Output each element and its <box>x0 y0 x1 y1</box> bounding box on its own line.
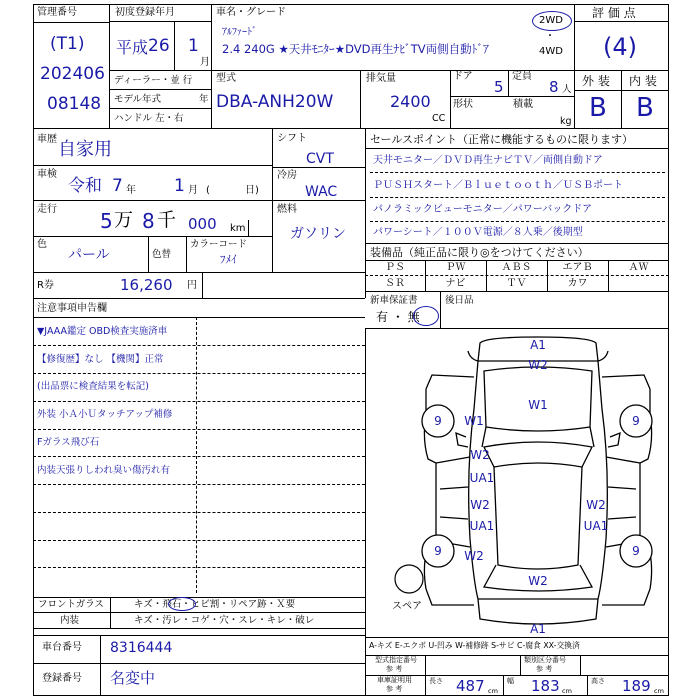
reg-value: 名変中 <box>110 669 156 687</box>
other-label: 後日品 <box>445 295 474 306</box>
divider <box>621 70 622 128</box>
selling-point-3: パノラミックビューモニター／パワーバックドア <box>373 204 592 215</box>
front-glass-value: キズ・飛石・ヒビ割・リペア跡・Ｘ要 <box>134 599 296 610</box>
color-code-label: カラーコード <box>190 239 248 250</box>
mileage-sen: 千 <box>157 209 177 231</box>
equip-aw: ＡＷ <box>628 262 649 273</box>
shape-label: 形状 <box>453 99 473 110</box>
divider <box>370 197 665 198</box>
equip-sr: ＳＲ <box>385 278 405 289</box>
notes-title: 注意事項申告欄 <box>37 303 107 314</box>
mark-door-rl2: UA1 <box>469 519 495 533</box>
rating-value: (4) <box>603 33 637 61</box>
divider <box>148 236 149 272</box>
divider <box>109 89 211 90</box>
inspection-era: 令和 <box>68 176 102 196</box>
divider <box>110 597 111 628</box>
divider <box>109 21 211 22</box>
divider <box>360 70 361 128</box>
r-ticket-value: 16,260 <box>120 276 173 294</box>
category-label: 類別区分番号 <box>524 656 566 664</box>
mark-tire-rr: 9 <box>632 544 640 558</box>
type-cert-label: 型式指定番号 <box>375 656 417 664</box>
mileage-label: 走行 <box>37 204 57 215</box>
divider <box>33 612 365 613</box>
mark-rear-w: W2 <box>528 574 548 588</box>
divider <box>365 275 669 276</box>
divider <box>33 663 365 664</box>
mark-tire-rl: 9 <box>434 544 442 558</box>
length-label: 長さ <box>429 677 443 685</box>
color-value: パール <box>68 247 110 263</box>
repaint-label: 色替 <box>152 249 172 260</box>
front-glass-label: フロントガラス <box>38 599 104 610</box>
model-year-label: モデル年式 <box>114 94 162 105</box>
note-line-3: (出品票に検査結果を転記) <box>37 381 149 392</box>
equip-pw: ＰＷ <box>445 262 466 273</box>
mark-door-rr2: UA1 <box>583 519 609 533</box>
divider <box>272 167 365 168</box>
divider <box>100 635 101 696</box>
height-value: 189 <box>622 677 651 695</box>
mark-tire-fr: 9 <box>632 414 640 428</box>
warranty-value: 有 ・ 無 <box>376 310 420 324</box>
mark-door-fl: W2 <box>470 448 490 462</box>
note-line-4: 外装 小Ａ小Ｕタッチアップ補修 <box>37 409 173 420</box>
divider <box>574 21 669 22</box>
mark-rear-fender-l: W2 <box>464 549 484 563</box>
divider <box>33 345 365 346</box>
divider <box>580 655 581 675</box>
selling-point-2: ＰＵＳＨスタート／Ｂｌｕｅｔｏｏｔｈ／ＵＳＢポート <box>373 180 623 191</box>
height-unit: cm <box>654 687 664 695</box>
equipment-title: 装備品（純正品に限り◎をつけてください） <box>370 246 589 259</box>
divider <box>33 401 365 402</box>
displacement-value: 2400 <box>390 92 431 111</box>
divider <box>365 637 669 638</box>
mileage-man: 万 <box>114 209 134 231</box>
divider <box>33 272 365 273</box>
front-glass-circle <box>168 597 196 611</box>
shift-value: CVT <box>306 151 334 167</box>
type-cert-sub: 参 考 <box>386 665 403 673</box>
divider <box>186 236 187 272</box>
divider <box>365 148 669 149</box>
exterior-label: 外 装 <box>582 74 610 88</box>
divider <box>33 628 365 629</box>
color-code-value: ﾌﾒｲ <box>220 253 237 266</box>
mark-fender-l: W1 <box>464 414 484 428</box>
divider <box>365 243 669 244</box>
divider <box>33 298 365 299</box>
capacity-unit: 人 <box>562 84 572 95</box>
dealer-label: ディーラー・並 行 <box>114 75 193 86</box>
divider <box>33 456 365 457</box>
divider <box>450 96 574 97</box>
divider <box>33 512 365 513</box>
mark-door-fl2: UA1 <box>469 471 495 485</box>
divider <box>365 291 669 292</box>
first-reg-month: 1 <box>188 36 199 56</box>
drive-dot: ・ <box>545 31 555 42</box>
mileage-unit: km <box>230 223 246 234</box>
divider <box>587 675 588 696</box>
interior-label: 内 装 <box>629 74 657 88</box>
divider <box>196 317 197 593</box>
interior-value: B <box>636 93 654 123</box>
divider <box>33 22 109 23</box>
divider <box>370 172 665 173</box>
divider <box>503 675 504 696</box>
length-value: 487 <box>456 677 485 695</box>
divider <box>33 165 272 166</box>
equip-ps: ＰＳ <box>385 262 405 273</box>
interior-value: キズ・汚レ・コゲ・穴・スレ・キレ・破レ <box>134 615 315 626</box>
displacement-label: 排気量 <box>366 73 396 84</box>
mark-tire-fl: 9 <box>434 414 442 428</box>
r-ticket-label: R券 <box>37 280 54 291</box>
divider <box>33 317 365 318</box>
equip-airbag: エアＢ <box>562 262 593 273</box>
model-name: ｱﾙﾌｧｰﾄﾞ <box>222 27 257 38</box>
divider <box>248 220 249 236</box>
spare-label: スペア <box>392 601 422 612</box>
mgmt-no-label: 管理番号 <box>37 7 77 18</box>
year-unit: 年 <box>126 185 136 196</box>
model-year-unit: 年 <box>199 94 209 105</box>
divider <box>174 22 175 70</box>
divider <box>109 4 110 128</box>
equip-tv: ＴＶ <box>506 278 527 289</box>
mgmt-code: (T1) <box>50 34 85 54</box>
load-unit: kg <box>560 116 572 127</box>
divider <box>425 655 426 696</box>
divider <box>109 70 669 71</box>
warranty-label: 新車保証書 <box>370 295 418 306</box>
handle-label: ハンドル 左・右 <box>114 113 184 124</box>
divider <box>33 373 365 374</box>
divider <box>202 272 203 298</box>
cert-label: 車庫証明用 <box>377 676 412 684</box>
doors-value: 5 <box>494 78 504 96</box>
ac-value: WAC <box>305 184 338 200</box>
model-name-label: 車名・グレード <box>216 7 286 18</box>
doors-label: ドア <box>453 71 473 82</box>
selling-point-4: パワーシート／１００Ｖ電源／８人乗／後期型 <box>373 227 583 238</box>
divider <box>33 597 365 598</box>
legend-text: A-キズ E-エクボ U-凹み W-補修跡 S-サビ C-腐食 XX-交換済 <box>369 641 580 650</box>
interior-label: 内装 <box>60 615 80 626</box>
inspection-label: 車検 <box>37 169 57 180</box>
first-reg-label: 初度登録年月 <box>115 7 175 18</box>
grade: 2.4 240G ★天井ﾓﾆﾀｰ★DVD再生ﾅﾋﾞTV両側自動ﾄﾞｱ <box>222 42 489 56</box>
divider <box>33 635 365 636</box>
equip-leather: カワ <box>567 278 588 289</box>
inspection-year: 7 <box>112 176 123 196</box>
mark-rear-bottom: A1 <box>530 622 546 635</box>
load-label: 積載 <box>513 99 533 110</box>
divider <box>33 429 365 430</box>
history-label: 車歴 <box>37 134 57 145</box>
width-unit: cm <box>562 687 572 695</box>
drive-4wd: 4WD <box>539 46 563 57</box>
cert-sub: 参 考 <box>386 685 403 693</box>
note-line-5: Fガラス飛び石 <box>37 437 100 448</box>
divider <box>272 200 365 201</box>
equip-abs: ＡＢＳ <box>501 262 532 273</box>
divider <box>33 128 669 129</box>
r-ticket-unit: 円 <box>187 280 197 291</box>
divider <box>33 484 365 485</box>
warranty-circle <box>413 306 439 326</box>
divider <box>450 70 451 128</box>
capacity-label: 定員 <box>512 71 532 82</box>
rating-label: 評 価 点 <box>592 6 636 20</box>
divider <box>33 236 272 237</box>
first-reg-era: 平成 <box>116 38 149 57</box>
color-label: 色 <box>37 239 47 250</box>
mark-door-rl: W2 <box>470 498 490 512</box>
divider <box>508 70 509 96</box>
divider <box>440 291 441 328</box>
divider <box>520 655 521 675</box>
type-value: DBA-ANH20W <box>216 92 334 112</box>
note-line-6: 内装天張りしわれ臭い傷汚れ有 <box>37 465 171 476</box>
divider <box>211 4 212 128</box>
chassis-label: 車台番号 <box>42 642 82 653</box>
selling-point-1: 天井モニター／ＤＶＤ再生ナビＴＶ／両側自動ドア <box>373 155 603 166</box>
exterior-value: B <box>589 93 607 123</box>
mark-door-rr: W2 <box>586 498 606 512</box>
shift-label: シフト <box>277 133 307 144</box>
history-value: 自家用 <box>58 139 112 160</box>
note-line-2: 【修復歴】なし 【機関】正常 <box>37 354 164 365</box>
chassis-value: 8316444 <box>110 640 173 656</box>
length-unit: cm <box>488 687 498 695</box>
equip-navi: ナビ <box>445 278 466 289</box>
height-label: 高さ <box>591 677 605 685</box>
car-outline <box>366 329 668 635</box>
divider <box>370 221 665 222</box>
mileage-digit2: 8 <box>142 209 155 233</box>
width-value: 183 <box>531 677 560 695</box>
mileage-rest: 000 <box>188 215 217 233</box>
ac-label: 冷房 <box>277 170 297 181</box>
divider <box>33 567 365 568</box>
fuel-label: 燃料 <box>277 204 297 215</box>
type-label: 型式 <box>216 73 236 84</box>
capacity-value: 8 <box>549 78 559 96</box>
day-close: 日) <box>245 185 259 196</box>
displacement-unit: CC <box>432 113 446 124</box>
width-label: 幅 <box>507 677 514 685</box>
day-open: ( <box>206 185 210 196</box>
reg-label: 登録番号 <box>42 673 82 684</box>
divider <box>109 108 211 109</box>
mileage-digit1: 5 <box>100 209 113 233</box>
divider <box>365 260 669 261</box>
note-line-1: ▼JAAA鑑定 OBD検査実施済車 <box>37 326 168 337</box>
mark-front-top: A1 <box>530 338 546 352</box>
fuel-value: ガソリン <box>290 226 346 242</box>
month-unit-2: 月 <box>188 185 198 196</box>
inspection-month: 1 <box>174 176 185 196</box>
category-sub: 参 考 <box>536 665 553 673</box>
divider <box>33 540 365 541</box>
mgmt-no-1: 202406 <box>40 64 105 84</box>
damage-diagram <box>366 329 668 635</box>
divider <box>574 4 575 128</box>
divider <box>33 200 272 201</box>
mark-hood: W1 <box>528 398 548 412</box>
drive-2wd: 2WD <box>539 15 563 26</box>
month-unit: 月 <box>200 57 210 68</box>
mark-front-w: W2 <box>528 358 548 372</box>
selling-points-title: セールスポイント（正常に機能するものに限ります） <box>370 133 634 146</box>
mgmt-no-2: 08148 <box>47 94 102 114</box>
first-reg-year: 26 <box>148 36 170 56</box>
